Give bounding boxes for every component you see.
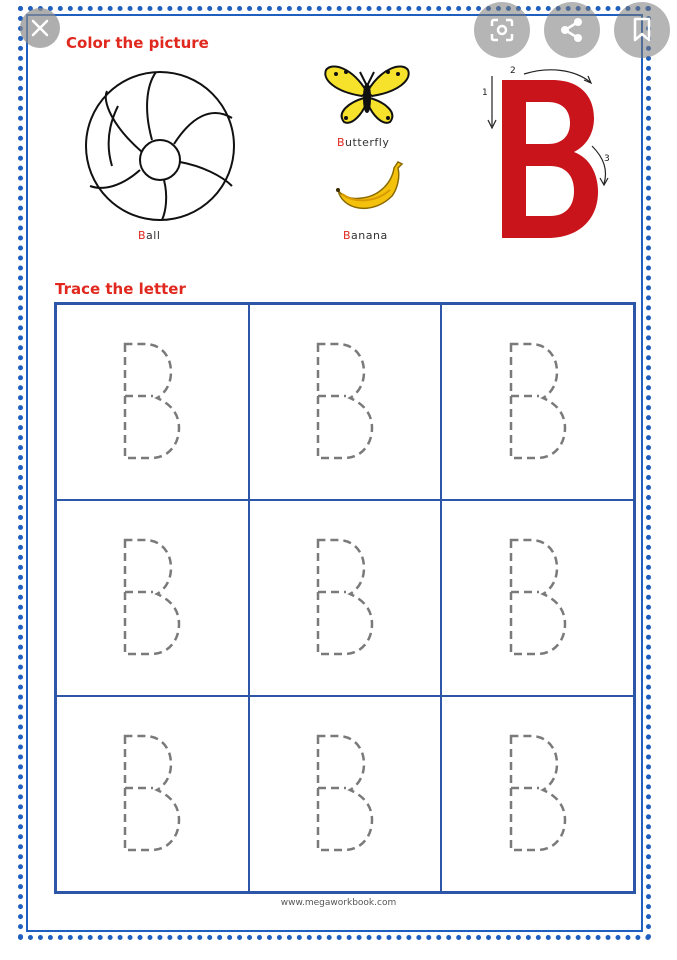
dashed-letter-b	[117, 340, 187, 464]
dashed-letter-b	[310, 536, 380, 660]
trace-cell	[56, 696, 249, 892]
ball-picture	[82, 66, 238, 222]
close-button[interactable]	[20, 8, 60, 48]
ball-caption: Ball	[138, 229, 161, 242]
share-button[interactable]	[544, 2, 600, 58]
dashed-letter-b	[117, 732, 187, 856]
lens-icon	[488, 16, 516, 44]
trace-cell	[249, 304, 442, 500]
dashed-letter-b	[503, 536, 573, 660]
trace-cell	[249, 500, 442, 696]
close-icon	[29, 17, 51, 39]
lens-button[interactable]	[474, 2, 530, 58]
stroke-number-1: 1	[482, 88, 488, 98]
letter-guide	[480, 66, 620, 246]
banana-picture	[332, 160, 404, 218]
footer-url: www.megaworkbook.com	[280, 898, 397, 908]
trace-cell	[56, 500, 249, 696]
share-icon	[558, 16, 586, 44]
stroke-arrows	[480, 66, 620, 246]
stroke-number-2: 2	[510, 66, 516, 76]
bookmark-button[interactable]	[614, 2, 670, 58]
butterfly-caption: Butterfly	[337, 136, 390, 149]
butterfly-picture	[322, 62, 412, 128]
color-heading: Color the picture	[66, 34, 209, 52]
dashed-letter-b	[503, 340, 573, 464]
trace-cell	[249, 696, 442, 892]
trace-cell	[441, 500, 634, 696]
trace-cell	[441, 696, 634, 892]
trace-cell	[441, 304, 634, 500]
trace-grid	[54, 302, 636, 894]
dashed-letter-b	[310, 340, 380, 464]
banana-caption: Banana	[343, 229, 388, 242]
stroke-number-3: 3	[604, 154, 610, 164]
dashed-letter-b	[503, 732, 573, 856]
dashed-letter-b	[310, 732, 380, 856]
trace-cell	[56, 304, 249, 500]
bookmark-icon	[630, 16, 654, 44]
dashed-letter-b	[117, 536, 187, 660]
trace-heading: Trace the letter	[55, 280, 186, 298]
